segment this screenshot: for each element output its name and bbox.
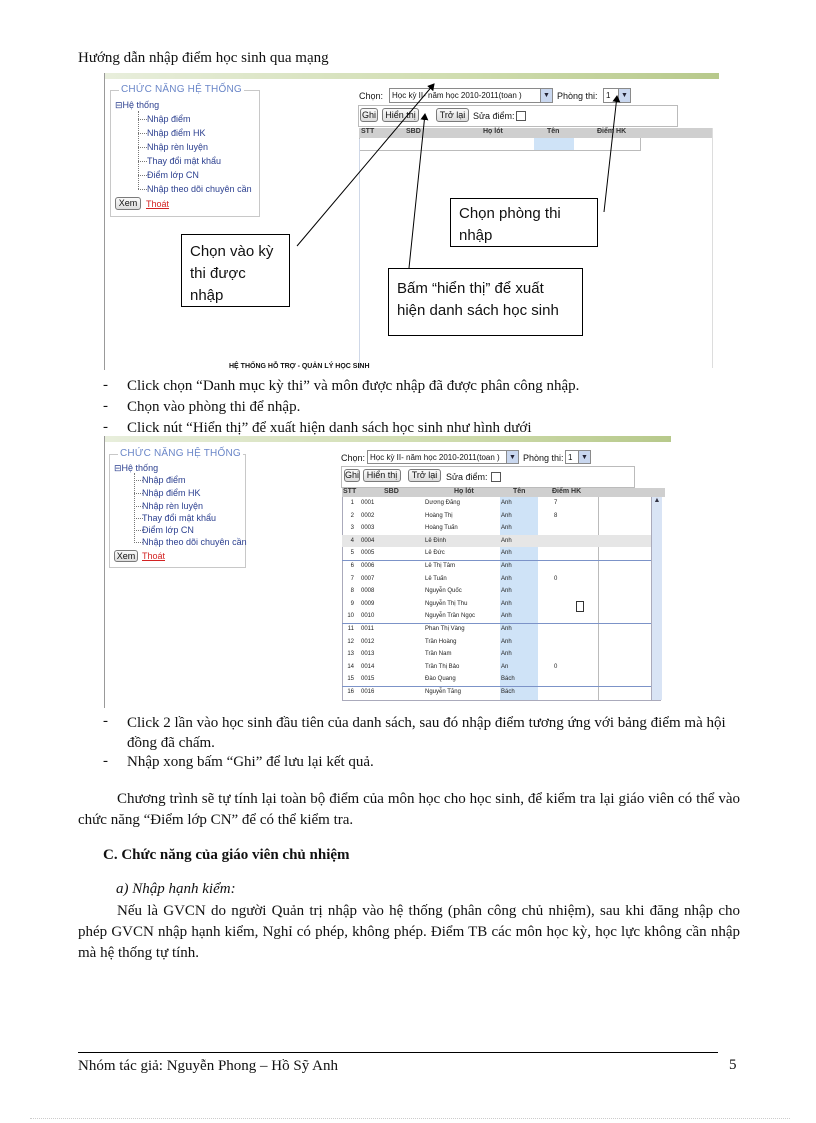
callout-choose-exam: Chọn vào kỳ thi được nhập xyxy=(181,234,290,307)
cell-stt: 5 xyxy=(350,550,354,557)
menu-root[interactable]: ⊟Hệ thống xyxy=(114,463,159,473)
cell-stt: 14 xyxy=(347,663,354,670)
cell-stt: 11 xyxy=(347,626,354,632)
menu-item-change-password[interactable]: Thay đổi mật khẩu xyxy=(147,156,222,166)
cell-sbd: 0005 xyxy=(361,550,375,557)
menu-item-enter-hk-scores[interactable]: Nhập điểm HK xyxy=(147,128,206,138)
choose-label: Chọn: xyxy=(341,453,366,463)
menu-item-enter-hk-scores[interactable]: Nhập điểm HK xyxy=(142,488,201,498)
collapse-icon[interactable]: ⊟ xyxy=(114,463,122,473)
cell-name: Anh xyxy=(501,537,512,544)
cell-name: An xyxy=(501,663,509,670)
menu-item-enter-conduct[interactable]: Nhập rèn luyện xyxy=(147,142,209,152)
cell-last-name: Phan Thị Vàng xyxy=(425,626,465,632)
cell-name: Anh xyxy=(501,500,512,506)
edit-score-label: Sửa điểm: xyxy=(446,472,488,482)
room-label: Phòng thi: xyxy=(523,453,564,463)
cell-score[interactable]: 7 xyxy=(554,500,558,506)
back-button[interactable]: Trở lại xyxy=(408,469,441,482)
cell-name: Bách xyxy=(501,676,515,683)
col-last-name: Họ lót xyxy=(454,488,474,495)
view-button[interactable]: Xem xyxy=(115,197,141,210)
menu-item-attendance[interactable]: Nhập theo dõi chuyên cần xyxy=(147,184,252,194)
col-stt: STT xyxy=(361,128,375,135)
menu-item-enter-scores[interactable]: Nhập điểm xyxy=(147,114,191,124)
col-score: Điểm HK xyxy=(597,128,627,135)
menu-root[interactable]: ⊟Hệ thống xyxy=(115,100,160,110)
cell-last-name: Nguyễn Tăng xyxy=(425,689,461,695)
section-heading: C. Chức năng của giáo viên chủ nhiệm xyxy=(103,847,350,863)
cell-stt: 1 xyxy=(350,500,354,506)
col-stt: STT xyxy=(343,488,357,495)
callout-show-button: Bấm “hiển thị” để xuất hiện danh sách học sinh xyxy=(388,268,583,336)
cell-last-name: Lê Đức xyxy=(425,550,445,557)
cell-name: Anh xyxy=(501,512,512,519)
page-number: 5 xyxy=(729,1057,737,1073)
cell-sbd: 0011 xyxy=(361,626,374,632)
collapse-icon[interactable]: ⊟ xyxy=(115,100,123,110)
cell-stt: 13 xyxy=(347,651,354,658)
cell-name: Anh xyxy=(501,651,512,658)
back-button[interactable]: Trở lại xyxy=(436,108,469,122)
cell-name: Anh xyxy=(501,588,512,595)
menu-item-attendance[interactable]: Nhập theo dõi chuyên cần xyxy=(142,537,247,547)
col-sbd: SBD xyxy=(406,128,421,135)
cell-score[interactable]: 8 xyxy=(554,512,558,519)
view-button[interactable]: Xem xyxy=(114,550,138,562)
cell-last-name: Hoàng Thị xyxy=(425,512,453,519)
cell-stt: 2 xyxy=(350,512,354,519)
cell-stt: 7 xyxy=(350,575,354,582)
col-name: Tên xyxy=(513,488,526,495)
cell-score[interactable]: 0 xyxy=(554,663,558,670)
header-bar xyxy=(105,436,671,442)
grid-header xyxy=(342,488,665,497)
footer-rule xyxy=(78,1052,718,1053)
cell-name: Anh xyxy=(501,626,512,632)
edit-score-checkbox[interactable] xyxy=(491,472,501,482)
cell-last-name: Lê Tuấn xyxy=(425,575,447,582)
bullet-show-list: Click nút “Hiển thị” để xuất hiện danh sách học sinh như hình dưới xyxy=(127,420,532,436)
chevron-down-icon[interactable]: ▼ xyxy=(506,451,518,463)
show-button[interactable]: Hiển thị xyxy=(382,108,419,122)
menu-item-class-scores[interactable]: Điểm lớp CN xyxy=(142,525,194,535)
logout-link[interactable]: Thoát xyxy=(142,551,166,561)
cell-sbd: 0004 xyxy=(361,537,375,544)
cell-stt: 10 xyxy=(347,613,354,620)
cell-sbd: 0013 xyxy=(361,651,375,658)
cell-sbd: 0007 xyxy=(361,575,375,582)
cell-sbd: 0003 xyxy=(361,525,375,532)
cell-name: Anh xyxy=(501,600,512,607)
room-select[interactable]: 1 ▼ xyxy=(603,88,631,103)
cell-stt: 15 xyxy=(347,676,354,683)
callout-arrows xyxy=(0,0,816,400)
cell-last-name: Dương Đăng xyxy=(425,500,460,506)
cell-name: Anh xyxy=(501,525,512,532)
menu-item-class-scores[interactable]: Điểm lớp CN xyxy=(147,170,199,180)
footer-authors: Nhóm tác giả: Nguyễn Phong – Hồ Sỹ Anh xyxy=(78,1058,338,1074)
col-sbd: SBD xyxy=(384,488,399,495)
cell-last-name: Đào Quang xyxy=(425,676,456,683)
col-name: Tên xyxy=(547,128,560,135)
cell-name: Anh xyxy=(501,575,512,582)
cell-stt: 8 xyxy=(350,588,354,595)
arrow-to-show-button xyxy=(409,114,425,268)
cell-score[interactable]: 0 xyxy=(554,575,558,582)
bullet-save: Nhập xong bấm “Ghi” để lưu lại kết quả. xyxy=(127,754,374,770)
bullet-choose-exam: Click chọn “Danh mục kỳ thi” và môn được nhập đã được phân công nhập. xyxy=(127,378,580,394)
cell-last-name: Trần Thị Bảo xyxy=(425,663,460,670)
cell-last-name: Lê Đình xyxy=(425,537,447,544)
cell-stt: 6 xyxy=(350,563,354,569)
cell-name: Bách xyxy=(501,689,515,695)
choose-label: Chọn: xyxy=(359,91,384,101)
bullet-choose-room: Chọn vào phòng thi để nhập. xyxy=(127,399,301,415)
paragraph-recalculate: Chương trình sẽ tự tính lại toàn bộ điểm của môn học cho học sinh, để kiểm tra lại giáo viên có thể vào chức năng “Điểm lớp CN” để có thể kiểm tra. xyxy=(78,791,740,828)
screenshot-student-list xyxy=(104,436,671,708)
cell-stt: 12 xyxy=(347,638,354,645)
paragraph-homeroom: Nếu là GVCN do người Quản trị nhập vào hệ thống (phân công chủ nhiệm), sau khi đăng nhập cho phép GVCN nhập hạnh kiểm, Nghỉ có phép, không phép. Điểm TB các môn học kỳ, học lực không cần nhập mà hệ thống tự tính. xyxy=(78,903,740,961)
show-button[interactable]: Hiển thị xyxy=(363,469,401,482)
cell-stt: 4 xyxy=(350,537,354,544)
cell-name: Anh xyxy=(501,550,512,557)
system-menu-panel xyxy=(109,448,247,568)
cell-last-name: Trần Nam xyxy=(425,651,452,658)
cell-stt: 9 xyxy=(350,600,354,607)
logout-link[interactable]: Thoát xyxy=(146,199,170,209)
menu-title: CHỨC NĂNG HỆ THỐNG xyxy=(120,448,241,459)
edit-score-label: Sửa điểm: xyxy=(473,111,515,121)
cell-sbd: 0014 xyxy=(361,663,375,670)
cell-name: Anh xyxy=(501,638,512,645)
document-heading: Hướng dẫn nhập điểm học sinh qua mạng xyxy=(78,50,329,66)
col-score: Điểm HK xyxy=(552,488,582,495)
room-select[interactable]: 1 ▼ xyxy=(565,450,591,464)
save-button[interactable]: Ghi xyxy=(361,110,376,120)
menu-item-enter-scores[interactable]: Nhập điểm xyxy=(142,475,186,485)
chevron-down-icon[interactable]: ▼ xyxy=(578,451,590,463)
room-label: Phòng thi: xyxy=(557,91,598,101)
cell-last-name: Trần Hoàng xyxy=(425,638,457,645)
cell-stt: 3 xyxy=(350,525,354,532)
menu-title: CHỨC NĂNG HỆ THỐNG xyxy=(121,84,242,95)
cell-sbd: 0002 xyxy=(361,512,375,519)
cell-sbd: 0009 xyxy=(361,600,375,607)
cell-sbd: 0016 xyxy=(361,689,375,695)
cell-last-name: Hoàng Tuấn xyxy=(425,525,458,532)
cell-sbd: 0001 xyxy=(361,500,375,506)
subsection-heading: a) Nhập hạnh kiểm: xyxy=(116,881,236,897)
cell-name: Anh xyxy=(501,613,512,620)
cell-last-name: Lê Thị Tâm xyxy=(425,563,456,569)
chevron-down-icon[interactable]: ▼ xyxy=(540,89,552,102)
bullet-double-click: Click 2 lần vào học sinh đầu tiên của danh sách, sau đó nhập điểm tương ứng với bảng điểm mà hội đồng đã chấm. xyxy=(127,715,726,751)
grid-scrollbar[interactable] xyxy=(651,497,662,700)
cell-sbd: 0015 xyxy=(361,676,375,683)
exam-select[interactable]: Học kỳ II- năm học 2010-2011(toan ) ▼ xyxy=(367,450,519,464)
callout-choose-room: Chọn phòng thi nhập xyxy=(450,198,598,247)
menu-item-change-password[interactable]: Thay đổi mật khẩu xyxy=(142,513,217,523)
cell-sbd: 0008 xyxy=(361,588,375,595)
cell-name: Anh xyxy=(501,563,512,569)
cell-last-name: Nguyễn Quốc xyxy=(425,588,462,595)
save-button[interactable]: Ghi xyxy=(345,470,360,480)
cell-last-name: Nguyễn Trần Ngọc xyxy=(425,613,476,620)
cell-stt: 16 xyxy=(347,689,354,695)
scroll-up-icon[interactable]: ▲ xyxy=(653,497,661,504)
text-cursor xyxy=(576,601,584,612)
cell-sbd: 0006 xyxy=(361,563,375,569)
chevron-down-icon[interactable]: ▼ xyxy=(618,89,630,102)
cell-sbd: 0010 xyxy=(361,613,375,620)
cell-sbd: 0012 xyxy=(361,638,375,645)
arrow-to-room-select xyxy=(604,96,617,212)
footer-system-name: HỆ THỐNG HỖ TRỢ - QUẢN LÝ HỌC SINH xyxy=(229,363,370,370)
menu-item-enter-conduct[interactable]: Nhập rèn luyện xyxy=(142,501,204,511)
col-last-name: Họ lót xyxy=(483,128,503,135)
cell-last-name: Nguyễn Thị Thu xyxy=(425,600,468,607)
exam-select[interactable]: Học kỳ II- năm học 2010-2011(toan ) ▼ xyxy=(389,88,553,103)
